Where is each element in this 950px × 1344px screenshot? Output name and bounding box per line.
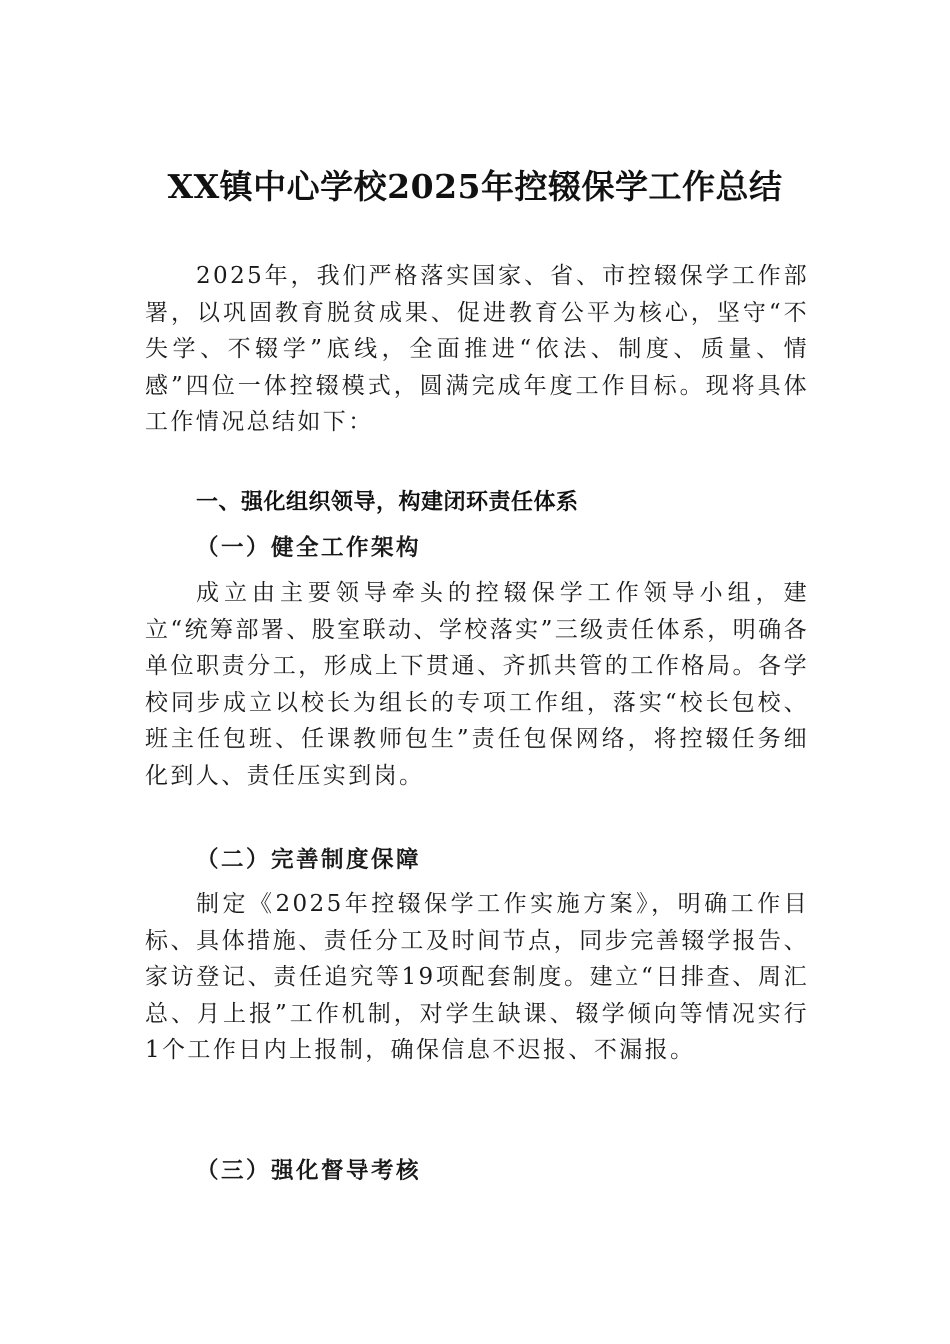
- subsection-1-paragraph: 成立由主要领导牵头的控辍保学工作领导小组，建立“统筹部署、股室联动、学校落实”三级责任体系，明确各单位职责分工，形成上下贯通、齐抓共管的工作格局。各学校同步成立以校长为组长的专项工作组，落实“校长包校、班主任包班、任课教师包生”责任包保网络，将控辍任务细化到人、责任压实到岗。: [145, 580, 809, 789]
- intro-paragraph: 2025年，我们严格落实国家、省、市控辍保学工作部署，以巩固教育脱贫成果、促进教育公平为核心，坚守“不失学、不辍学”底线，全面推进“依法、制度、质量、情感”四位一体控辍模式，圆满完成年度工作目标。现将具体工作情况总结如下：: [145, 263, 809, 436]
- subsection-2-heading: （二）完善制度保障: [196, 847, 422, 873]
- section-1-heading: 一、强化组织领导，构建闭环责任体系: [196, 490, 579, 515]
- subsection-1-heading: （一）健全工作架构: [196, 535, 422, 561]
- subsection-2-paragraph: 制定《2025年控辍保学工作实施方案》，明确工作目标、具体措施、责任分工及时间节点，同步完善辍学报告、家访登记、责任追究等19项配套制度。建立“日排查、周汇总、月上报”工作机制，对学生缺课、辍学倾向等情况实行1个工作日内上报制，确保信息不迟报、不漏报。: [145, 891, 809, 1064]
- subsection-3-heading: （三）强化督导考核: [196, 1158, 422, 1184]
- document-title: XX镇中心学校2025年控辍保学工作总结: [167, 167, 783, 206]
